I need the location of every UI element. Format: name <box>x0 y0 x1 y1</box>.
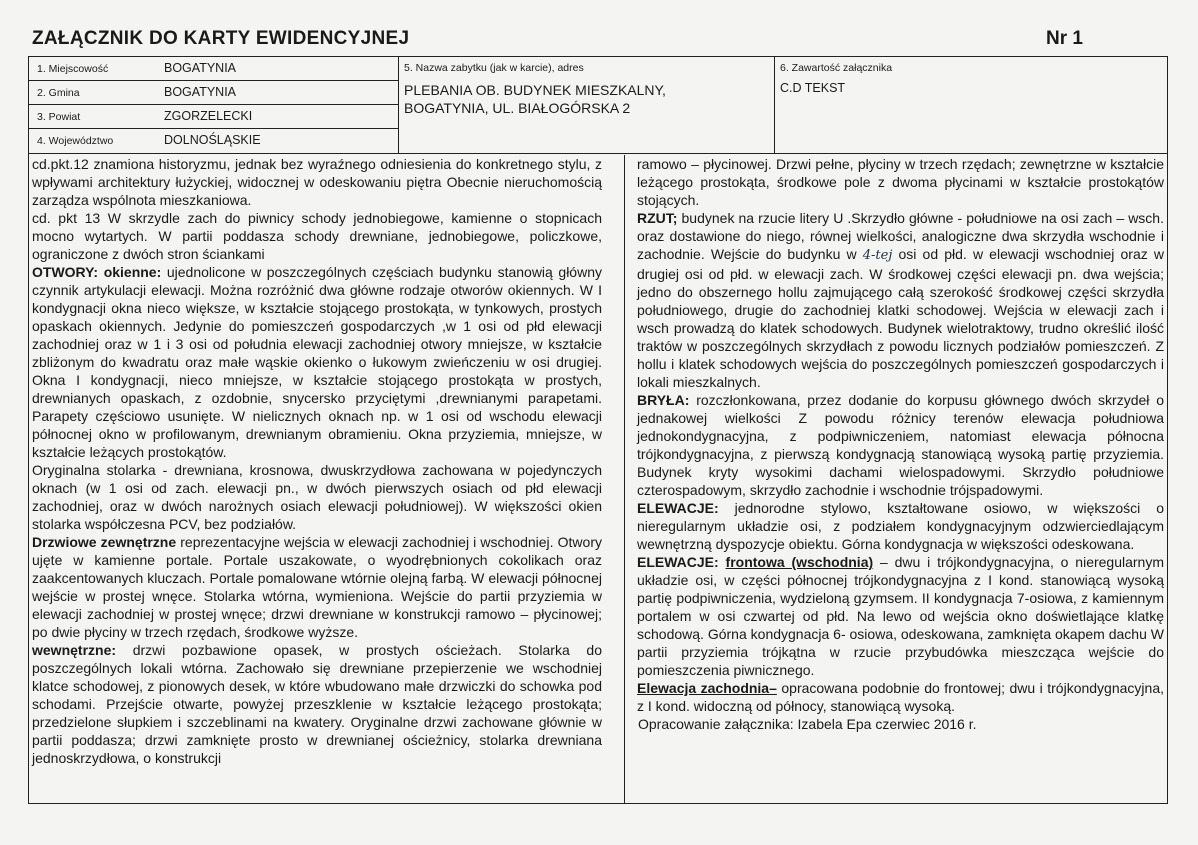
subsection-heading: frontowa (wschodnia) <box>725 554 874 570</box>
handwritten-note: 4-tej <box>862 248 893 263</box>
field-label: 2. Gmina <box>37 87 80 99</box>
field-wojewodztwo <box>29 129 398 153</box>
section-heading: Drzwiowe zewnętrzne <box>32 534 177 550</box>
right-column <box>634 155 1164 803</box>
paragraph: cd.pkt.12 znamiona historyzmu, jednak bez wyraźnego odniesienia do konkretnego stylu, z wpływami architektury łużyckiej, widocznej w odeskowaniu piętra Obecnie nieruchomością zarządza wspólnota mieszkaniowa. <box>32 156 602 208</box>
address-line-2: BOGATYNIA, UL. BIAŁOGÓRSKA 2 <box>404 100 631 116</box>
field-label: 3. Powiat <box>37 111 81 123</box>
paragraph-text: jednorodne stylowo, kształtowane osiowo, w większości o nieregularnym układzie osi, z podziałem kondygnacyjnym odzwierciedlającym wewnętrzną dyspozycje obiektu. Górna kondygnacja w większości odeskowana. <box>637 500 1164 552</box>
section-heading: OTWORY: okienne: <box>32 264 162 280</box>
document-number: Nr 1 <box>1046 28 1083 49</box>
document-body <box>29 155 1167 803</box>
paragraph <box>32 263 602 461</box>
author-footer: Opracowanie załącznika: Izabela Epa czerwiec 2016 r. <box>638 716 977 732</box>
section-heading: wewnętrzne: <box>32 642 117 658</box>
paragraph-text: ujednolicone w poszczególnych częściach budynku stanowią główny czynnik artykulacji elewacji. Można rozróżnić dwa główne rodzaje otworów okiennych. W I kondygnacji okna nieco większe, w kształcie stojącego prostokąta, w tynkowych, prostych opaskach okiennych. Jedynie do pomieszczeń gospodarczych ,w 1 osi od płd elewacji zachodniej oraz w 1 i 3 osi od południa elewacji zachodniej otwory mniejsze, w kształcie zbliżonym do kwadratu oraz małe wąskie okienko o łukowym zwieńczeniu w osi drugiej. Okna I kondygnacji, nieco mniejsze, w kształcie stojącego prostokąta w prostych, drewnianych opaskach, z ozdobnie, snycersko przyciętymi ,drewnianymi parapetami. Parapety częściowo usunięte. W nielicznych oknach np. w 1 osi od wschodu elewacji północnej okno w profilowanym, drewnianym obramieniu. Okna przyziemia, mniejsze, w kształcie leżących prostokątów. <box>32 264 602 460</box>
paragraph <box>637 209 1164 391</box>
left-column <box>32 155 602 803</box>
address-line-1: PLEBANIA OB. BUDYNEK MIESZKALNY, <box>404 82 666 98</box>
form-header <box>29 57 1167 154</box>
paragraph <box>637 553 1164 679</box>
form-frame <box>28 56 1168 804</box>
subsection-heading: Elewacja zachodnia– <box>637 680 777 696</box>
section-heading: BRYŁA: <box>637 392 690 408</box>
field-value: DOLNOŚLĄSKIE <box>164 133 261 147</box>
paragraph: Oryginalna stolarka - drewniana, krosnowa, dwuskrzydłowa zachowana w pojedynczych oknach (w 1 osi od zach. elewacji pn., w dwóch pierwszych osiach od płd elewacji zachodniej, oraz w dwóch narożnych osiach elewacji południowej). W większości okien stolarka współczesna PCV, bez podziałów. <box>32 462 602 532</box>
field-value: C.D TEKST <box>780 81 846 95</box>
field-miejscowosc <box>29 57 398 81</box>
field-gmina <box>29 81 398 105</box>
paragraph-text: osi od płd. w elewacji wschodniej oraz w drugiej osi od płd. w elewacji zach. W środkowej części elewacji pn. dwa wejścia; jedno do obszernego hollu zajmującego całą szerokość środkowej części skrzydła południowego, drugie do zachodniej klatki schodowej. Wejścia w elewacji zach i wsch prowadzą do klatek schodowych. Budynek wielotraktowy, trudno określić ilość traktów w poszczególnych skrzydłach z powodu licznych podziałów pomieszczeń. Z hollu i klatek schodowych wejścia do poszczególnych pomieszczeń gospodarczych i lokali mieszkalnych. <box>637 246 1164 390</box>
field-label: 1. Miejscowość <box>37 63 109 75</box>
field-zawartosc <box>775 57 1167 153</box>
paragraph <box>637 391 1164 499</box>
field-powiat <box>29 105 398 129</box>
field-value: ZGORZELECKI <box>164 109 253 123</box>
paragraph-text: rozczłonkowana, przez dodanie do korpusu głównego dwóch skrzydeł o jednakowej wielkości Z powodu różnicy terenów elewacja południowa jednokondygnacyjna, z podpiwniczeniem, natomiast elewacja północna trójkondygnacyjna, z pierwszą kondygnacją stanowiącą wysoką partię przyziemia. Budynek kryty wysokimi dachami wielospadowymi. Skrzydło południowe czterospadowym, skrzydło zachodnie i wschodnie trójspadowymi. <box>637 392 1164 498</box>
field-label: 4. Województwo <box>37 135 114 147</box>
paragraph <box>32 533 602 641</box>
paragraph-text: opracowana podobnie do frontowej; dwu i trójkondygnacyjna, z I kond. widoczną od północy, stanowiącą wysoką. <box>637 680 1164 714</box>
field-label: 6. Zawartość załącznika <box>780 62 893 74</box>
paragraph <box>32 641 602 767</box>
field-value: BOGATYNIA <box>164 61 237 75</box>
section-heading: ELEWACJE: <box>637 554 719 570</box>
location-fields <box>29 57 399 153</box>
field-nazwa-zabytku <box>399 57 775 153</box>
paragraph: ramowo – płycinowej. Drzwi pełne, płyciny w trzech rzędach; zewnętrzne w kształcie leżącego prostokąta, środkowe pole z dwoma płycinami w kształcie prostokątów stojących. <box>637 156 1164 208</box>
section-heading: ELEWACJE: <box>637 500 719 516</box>
paragraph <box>637 499 1164 553</box>
column-divider <box>624 155 625 803</box>
field-value: BOGATYNIA <box>164 85 237 99</box>
document-title: ZAŁĄCZNIK DO KARTY EWIDENCYJNEJ <box>32 28 410 49</box>
section-heading: RZUT; <box>637 210 678 226</box>
paragraph-text: drzwi pozbawione opasek, w prostych ościeżach. Stolarka do poszczególnych lokali wtórna. Zachowało się drewniane przepierzenie we wschodniej klatce schodowej, z pionowych desek, w które wbudowano małe drzwiczki do schowka pod schodami. Przejście otwarte, powyżej przeszklenie w kształcie leżącego prostokąta; przedzielone słupkiem i szczeblinami na kwatery. Oryginalne drzwi zachowane głównie w partii poddasza; drzwi zamknięte prosto w drewnianej ościeżnicy, stolarka drewniana jednoskrzydłowa, o konstrukcji <box>32 642 602 766</box>
paragraph-text: budynek na rzucie litery U .Skrzydło główne - południowe na osi zach – wsch. oraz dostawione do niego, równej wielkości, analogiczne dwa skrzydła wschodnie i zachodnie. Wejście do budynku w <box>637 210 1164 262</box>
paragraph: cd. pkt 13 W skrzydle zach do piwnicy schody jednobiegowe, kamienne o stopnicach mocno wytartych. W partii poddasza schody drewniane, jednobiegowe, policzkowe, ograniczone z dwóch stron ściankami <box>32 210 602 262</box>
paragraph <box>637 679 1164 715</box>
paragraph-text: – dwu i trójkondygnacyjna, o nieregularnym układzie osi, w części północnej trójkondygnacyjna z I kond. stanowiącą wysoką partię podpiwniczenia, wydzieloną gzymsem. II kondygnacja 7-osiowa, z kamiennym portalem w osi czwartej od płd. Na lewo od wejścia okno doświetlające klatkę schodową. Górna kondygnacja 6- osiowa, odeskowana, zamknięta okapem dachu W partii przyziemia trójkątna w rzucie przybudówka mieszcząca wejście do pomieszczenia piwnicznego. <box>637 554 1165 678</box>
paragraph-text: reprezentacyjne wejścia w elewacji zachodniej i wschodniej. Otwory ujęte w kamienne portale. Portale uszakowate, o wyodrębnionych cokolikach oraz zaakcentowanych kluczach. Portale pomalowane wtórnie olejną farbą. W elewacji północnej wejście w prostej wnęce. Stolarka wtórna, wymieniona. Wejście do partii przyziemia w elewacji zachodniej w prostej wnęce; drzwi drewniane w konstrukcji ramowo – płycinowej; po dwie płyciny w trzech rzędach, środkowe wyższe. <box>32 534 602 640</box>
field-label: 5. Nazwa zabytku (jak w karcie), adres <box>404 62 584 74</box>
monument-address <box>404 81 666 117</box>
